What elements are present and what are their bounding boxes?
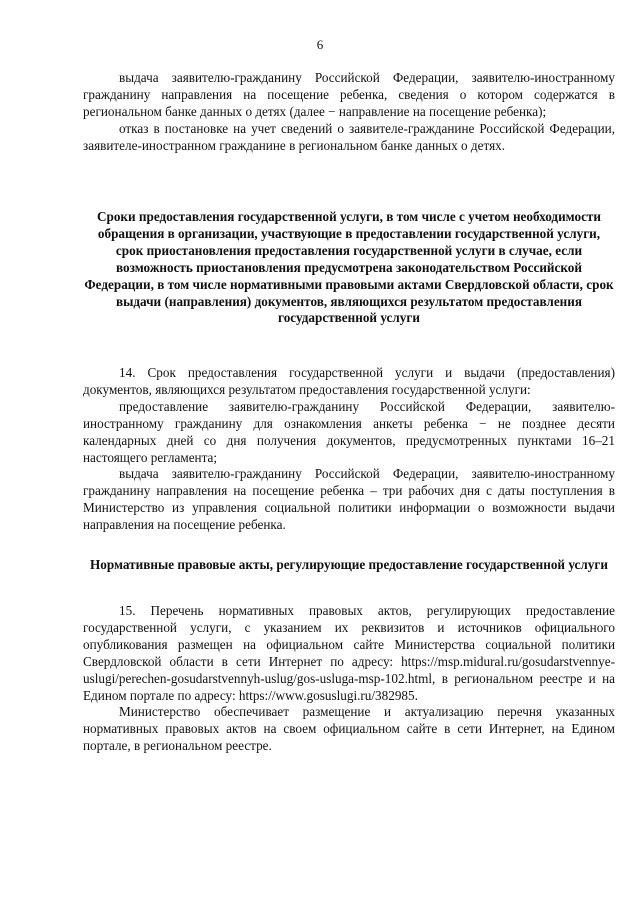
- heading-deadlines-wrap: [83, 209, 615, 327]
- section-results: [83, 70, 615, 155]
- heading-legal-acts: Нормативные правовые акты, регулирующие предоставление государственной услуги: [90, 557, 608, 572]
- section-legal-acts: [83, 603, 615, 755]
- paragraph-issue-referral: выдача заявителю-гражданину Российской Федерации, заявителю-иностранному гражданину направления на посещение ребенка, сведения о котором содержатся в региональном банке данных о детях (далее − направление на посещение ребенка);: [83, 70, 615, 119]
- heading-legal-acts-wrap: [83, 557, 615, 574]
- paragraph-refusal: отказ в постановке на учет сведений о заявителе-гражданине Российской Федерации, заявителе-иностранном гражданине в региональном банке данных о детях.: [83, 120, 615, 153]
- paragraph-referral-deadline: выдача заявителю-гражданину Российской Федерации, заявителю-иностранному гражданину направления на посещение ребенка – три рабочих дня с даты поступления в Министерство из управления социальной политики информации о возможности выдачи направления на посещение ребенка.: [83, 466, 615, 533]
- section-deadlines: [83, 365, 615, 534]
- heading-deadlines: Сроки предоставления государственной услуги, в том числе с учетом необходимости обращения в организации, участвующие в предоставлении государственной услуги, срок приостановления предоставления государственной услуги в случае, если возможность приостановления предусмотрена законодательством Российской Федерации, в том числе нормативными правовыми актами Свердловской области, срок выдачи (направления) документов, являющихся результатом предоставления государственной услуги: [84, 209, 614, 326]
- paragraph-15: 15. Перечень нормативных правовых актов, регулирующих предоставление государственной услуги, с указанием их реквизитов и источников официального опубликования размещен на официальном сайте Министерства социальной политики Свердловской области в сети Интернет по адресу: https://msp.midural.ru/gosudarstvennye-uslugi/perechen-gosudarstvennyh-uslug/gos-usluga-msp-102.html, в региональном реестре и на Едином портале по адресу: https://www.gosuslugi.ru/382985.: [83, 603, 615, 703]
- paragraph-questionnaire-deadline: предоставление заявителю-гражданину Российской Федерации, заявителю-иностранному гражданину для ознакомления анкеты ребенка − не позднее десяти календарных дней со дня получения документов, предусмотренных пунктами 16–21 настоящего регламента;: [83, 398, 615, 465]
- paragraph-ministry-updates: Министерство обеспечивает размещение и актуализацию перечня указанных нормативных правовых актов на своем официальном сайте в сети Интернет, на Едином портале, в региональном реестре.: [83, 704, 615, 754]
- paragraph-14: 14. Срок предоставления государственной услуги и выдачи (предоставления) документов, являющихся результатом предоставления государственной услуги:: [83, 365, 615, 397]
- page-number: 6: [316, 37, 324, 52]
